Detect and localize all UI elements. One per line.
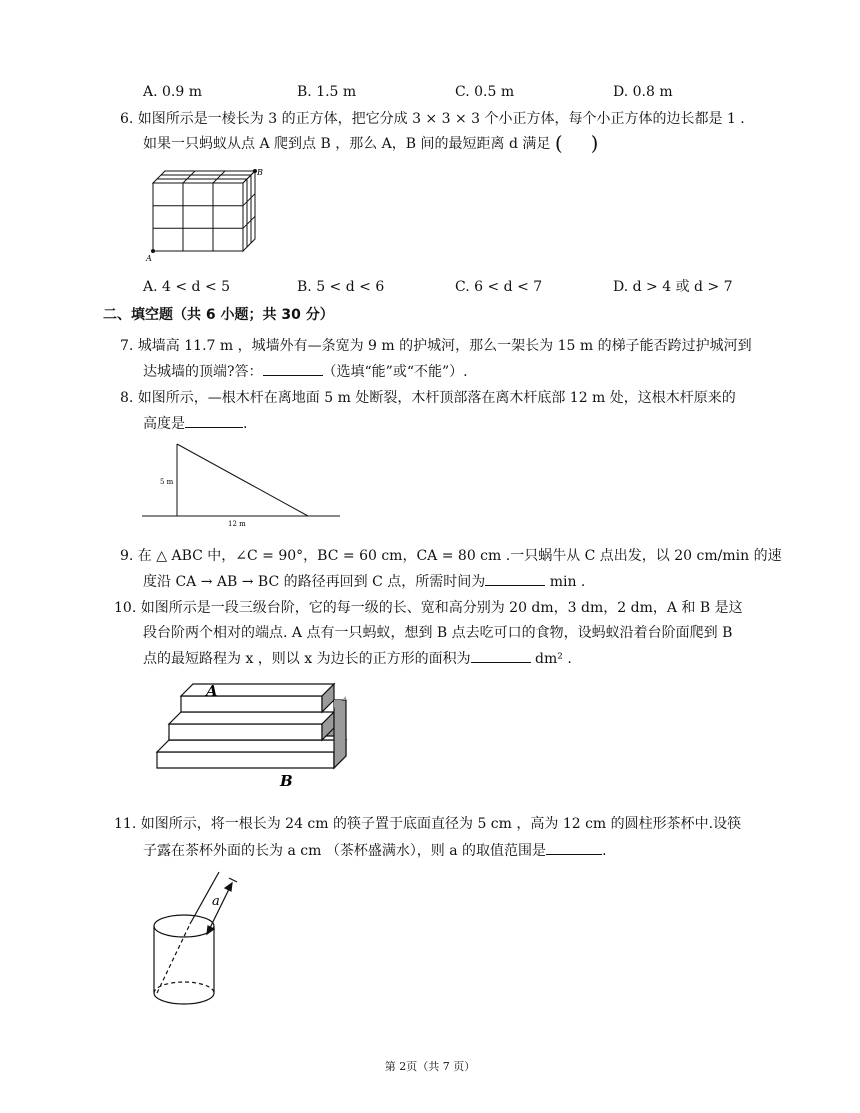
q10-text-line3: 点的最短路程为 x ，则以 x 为边长的正方形的面积为 dm² . xyxy=(143,648,572,669)
q11-text-line1: 11. 如图所示，将一根长为 24 cm 的筷子置于底面直径为 5 cm ，高为 12 cm 的圆柱形茶杯中.设筷 xyxy=(114,816,742,832)
stair-label-b: B xyxy=(280,772,293,790)
answer-paren-open: ( xyxy=(554,131,563,155)
q6-text-line1: 6. 如图所示是一棱长为 3 的正方体，把它分成 3 × 3 × 3 个小正方体，每个小正方体的边长都是 1 . xyxy=(120,111,745,127)
q10-answer-blank[interactable] xyxy=(471,648,531,663)
q6-option-a: A. 4 < d < 5 xyxy=(143,279,231,295)
q11-text-line2: 子露在茶杯外面的长为 a cm （茶杯盛满水），则 a 的取值范围是 . xyxy=(143,840,607,861)
point-a xyxy=(151,249,155,253)
section-title: 二、填空题（共 6 小题；共 30 分） xyxy=(103,307,334,323)
height-label: 5 m xyxy=(160,478,174,486)
q11-answer-blank[interactable] xyxy=(546,840,602,855)
q7-answer-blank[interactable] xyxy=(263,361,323,376)
cube-label-a: A xyxy=(146,254,152,263)
cube-label-b: B xyxy=(257,168,263,177)
q9-answer-blank[interactable] xyxy=(485,571,545,586)
q10-text-line1: 10. 如图所示是一段三级台阶，它的每一级的长、宽和高分别为 20 dm，3 dm，2 dm，A 和 B 是这 xyxy=(114,600,743,616)
q6-option-c: C. 6 < d < 7 xyxy=(455,279,543,295)
q7-text-line2: 达城墙的顶端?答： （选填“能”或“不能”）. xyxy=(143,361,468,382)
q8-answer-blank[interactable] xyxy=(185,413,243,428)
cylinder-chopstick-figure xyxy=(145,868,255,1013)
q6-text-line2: 如果一只蚂蚁从点 A 爬到点 B ，那么 A，B 间的最短距离 d 满足 ( ) xyxy=(143,131,599,155)
q5-option-c: C. 0.5 m xyxy=(455,84,515,100)
q6-option-b: B. 5 < d < 6 xyxy=(297,279,385,295)
q5-option-b: B. 1.5 m xyxy=(297,84,357,100)
page-footer: 第 2页（共 7 页） xyxy=(384,1060,476,1073)
q8-text-line1: 8. 如图所示，—根木杆在离地面 5 m 处断裂，木杆顶部落在离木杆底部 12 m 处，这根木杆原来的 xyxy=(120,390,736,406)
q9-text-line2: 度沿 CA → AB → BC 的路径再回到 C 点，所需时间为 min . xyxy=(143,571,585,592)
pole-triangle-figure xyxy=(140,440,350,535)
q9-text-line1: 9. 在 △ ABC 中，∠C = 90°，BC = 60 cm，CA = 80 cm .一只蜗牛从 C 点出发，以 20 cm/min 的速 xyxy=(120,548,782,564)
q8-text-line2: 高度是 . xyxy=(143,413,247,434)
stair-label-a: A xyxy=(206,682,218,700)
q5-option-d: D. 0.8 m xyxy=(613,84,673,100)
cube-figure xyxy=(140,165,263,265)
q7-text-line1: 7. 城墙高 11.7 m ，城墙外有—条宽为 9 m 的护城河，那么一架长为 15 m 的梯子能否跨过护城河到 xyxy=(120,338,752,354)
base-label: 12 m xyxy=(228,520,246,528)
exposed-length-label: a xyxy=(212,894,220,909)
answer-paren-close: ) xyxy=(590,131,599,155)
q6-option-d: D. d > 4 或 d > 7 xyxy=(613,279,733,295)
staircase-figure xyxy=(150,684,355,789)
q5-option-a: A. 0.9 m xyxy=(143,84,203,100)
q10-text-line2: 段台阶两个相对的端点. A 点有一只蚂蚁，想到 B 点去吃可口的食物，设蚂蚁沿着台阶面爬到 B xyxy=(143,625,733,641)
